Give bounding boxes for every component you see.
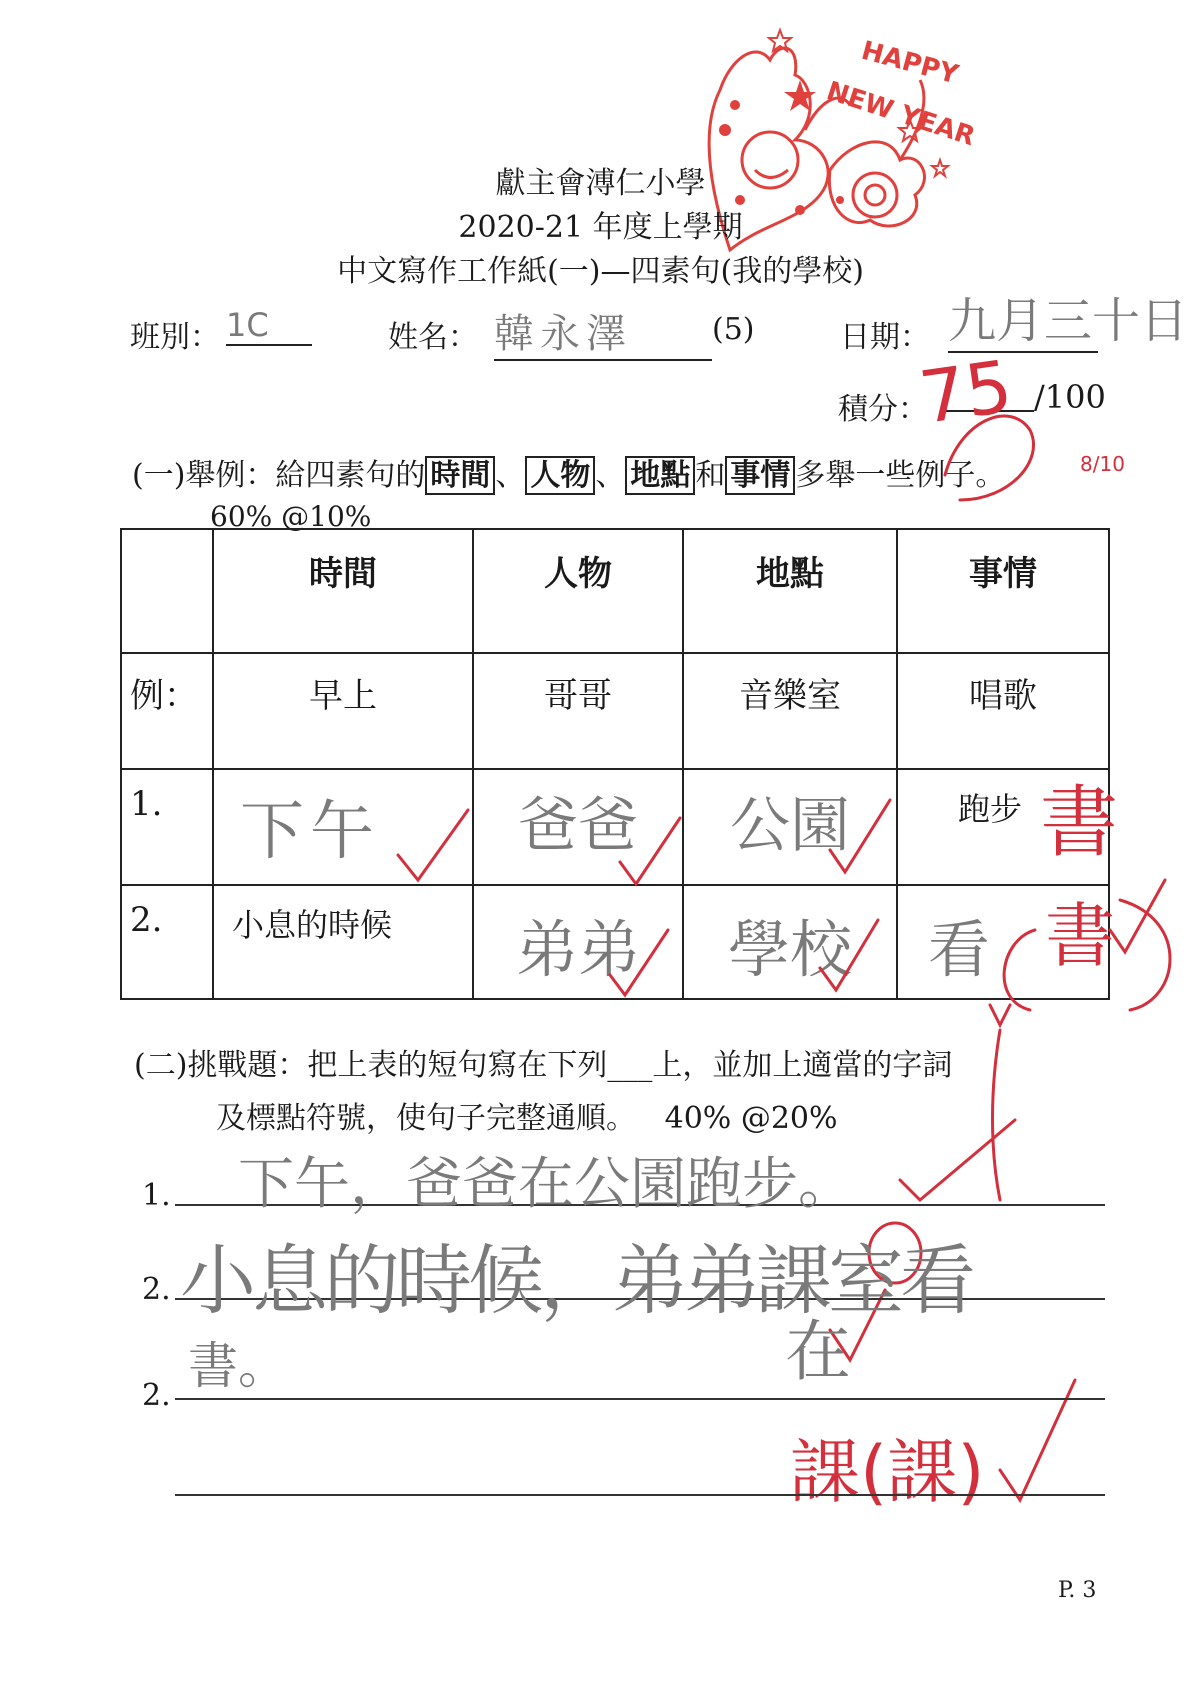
header-event: 事情 bbox=[897, 529, 1109, 653]
row-label: 2. bbox=[121, 885, 213, 999]
table-cell: 爸爸 bbox=[473, 769, 683, 885]
table-row bbox=[121, 885, 1109, 999]
date-value: 九月三十日 bbox=[948, 282, 1098, 353]
answer-line-3: 書。 bbox=[188, 1337, 288, 1395]
correction-book-2: 書 bbox=[1045, 895, 1115, 977]
writing-line bbox=[175, 1494, 1105, 1496]
answer-number: 1. bbox=[142, 1178, 171, 1213]
table-cell: 哥哥 bbox=[473, 653, 683, 769]
table-cell: 小息的時候 bbox=[213, 885, 473, 999]
correction-class: 課(課) bbox=[790, 1431, 985, 1513]
table-cell: 公園 bbox=[683, 769, 897, 885]
class-value: 1C bbox=[226, 306, 312, 346]
example-table bbox=[120, 528, 1110, 1000]
correction-book-1: 書 bbox=[1040, 778, 1119, 868]
check-mark bbox=[900, 1120, 1015, 1200]
separator: 、 bbox=[495, 458, 526, 493]
section1-weight: 60% @10% bbox=[210, 500, 372, 533]
keyword-place: 地點 bbox=[625, 456, 695, 495]
keyword-person: 人物 bbox=[525, 456, 595, 495]
date-label: 日期： bbox=[840, 320, 930, 355]
score-total: /100 bbox=[1034, 378, 1106, 416]
header-time: 時間 bbox=[213, 529, 473, 653]
section1-instruction bbox=[132, 450, 1005, 494]
name-value: 韓永澤 bbox=[494, 302, 712, 361]
answer-number: 2. bbox=[142, 1272, 171, 1307]
table-cell: 音樂室 bbox=[683, 653, 897, 769]
keyword-time: 時間 bbox=[425, 456, 495, 495]
worksheet-title: 中文寫作工作紙(一)—四素句(我的學校) bbox=[337, 254, 864, 289]
answer-line-2: 小息的時候，弟弟課室看 bbox=[180, 1236, 972, 1325]
table-cell: 唱歌 bbox=[897, 653, 1109, 769]
answer-number: 2. bbox=[142, 1378, 171, 1413]
class-label: 班別： bbox=[130, 320, 220, 355]
table-cell: 早上 bbox=[213, 653, 473, 769]
svg-text:NEW YEAR: NEW YEAR bbox=[822, 76, 979, 153]
insert-caret bbox=[990, 1005, 1010, 1025]
section2-instruction-line1: (二)挑戰題：把上表的短句寫在下列___上，並加上適當的字詞 bbox=[134, 1048, 953, 1083]
table-cell: 下午 bbox=[213, 769, 473, 885]
table-cell: 看 bbox=[897, 885, 1109, 999]
name-label: 姓名： bbox=[388, 320, 478, 355]
table-row bbox=[121, 769, 1109, 885]
header-place: 地點 bbox=[683, 529, 897, 653]
term-title: 2020-21 年度上學期 bbox=[458, 210, 743, 245]
row-label: 1. bbox=[121, 769, 213, 885]
page-number: P. 3 bbox=[1058, 1578, 1097, 1603]
table-cell: 跑步 bbox=[897, 769, 1109, 885]
conjunction: 和 bbox=[695, 458, 726, 493]
section1-suffix: 多舉一些例子。 bbox=[795, 458, 1006, 493]
table-cell: 學校 bbox=[683, 885, 897, 999]
inserted-word: 在 bbox=[785, 1313, 851, 1390]
bracket bbox=[1120, 900, 1170, 1010]
writing-line bbox=[175, 1398, 1105, 1400]
table-cell: 弟弟 bbox=[473, 885, 683, 999]
check-mark bbox=[1110, 880, 1165, 952]
header-blank bbox=[121, 529, 213, 653]
score-value: 75 bbox=[914, 344, 1018, 440]
table-row bbox=[121, 653, 1109, 769]
section1-mark: 8/10 bbox=[1080, 452, 1125, 476]
answer-line-1: 下午，爸爸在公園跑步。 bbox=[238, 1152, 854, 1217]
keyword-event: 事情 bbox=[725, 456, 795, 495]
svg-text:HAPPY: HAPPY bbox=[858, 35, 962, 91]
arrow-line bbox=[993, 1030, 1001, 1200]
section2-instruction-line2: 及標點符號，使句子完整通順。 40% @20% bbox=[216, 1101, 838, 1136]
school-name: 獻主會溥仁小學 bbox=[495, 166, 706, 201]
row-label: 例： bbox=[121, 653, 213, 769]
class-number: (5) bbox=[712, 312, 755, 347]
section1-prefix: (一)舉例：給四素句的 bbox=[132, 458, 426, 493]
header-person: 人物 bbox=[473, 529, 683, 653]
score-label: 積分： bbox=[838, 392, 928, 427]
separator: 、 bbox=[595, 458, 626, 493]
